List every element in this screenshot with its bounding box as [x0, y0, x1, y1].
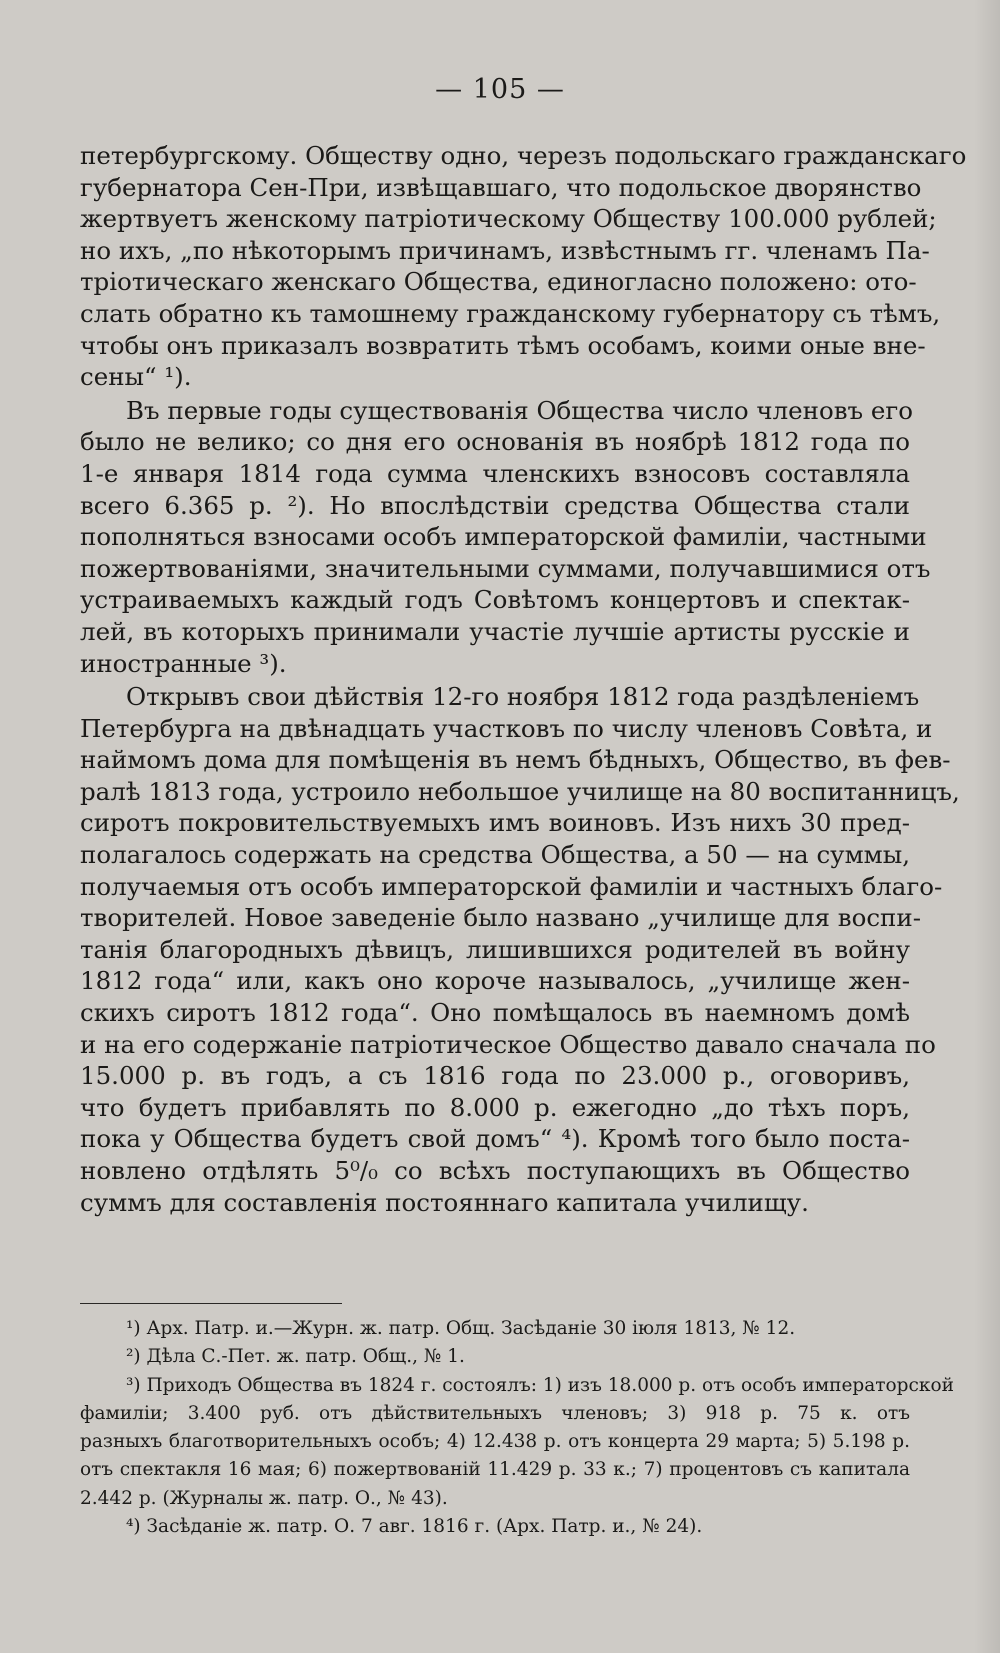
text-line: 15.000 р. въ годъ, а съ 1816 года по 23.000 р., оговоривъ,: [80, 1061, 910, 1091]
paragraph: [80, 395, 931, 679]
text-line: чтобы онъ приказалъ возвратить тѣмъ особамъ, коими оные вне-: [80, 330, 926, 360]
paragraph: [80, 681, 960, 1218]
footnote: ¹) Арх. Патр. и.—Журн. ж. патр. Общ. Засѣданіе 30 іюля 1813, № 12.: [126, 1318, 796, 1339]
footnote-line: разныхъ благотворительныхъ особъ; 4) 12.438 р. отъ концерта 29 марта; 5) 5.198 р.: [80, 1431, 910, 1453]
text-line: ралѣ 1813 года, устроило небольшое училище на 80 воспитанницъ,: [80, 776, 960, 806]
text-line: 1-е января 1814 года сумма членскихъ взносовъ составляла: [80, 458, 910, 488]
footnote-line: отъ спектакля 16 мая; 6) пожертвованій 11.429 р. 33 к.; 7) процентовъ съ капитала: [80, 1459, 910, 1481]
text-line: всего 6.365 р. ²). Но впослѣдствіи средства Общества стали: [80, 490, 910, 520]
text-line: лей, въ которыхъ принимали участіе лучшіе артисты русскіе и: [80, 616, 910, 646]
text-line: и на его содержаніе патріотическое Общество давало сначала по: [80, 1029, 936, 1059]
text-line: скихъ сиротъ 1812 года“. Оно помѣщалось въ наемномъ домѣ: [80, 998, 910, 1028]
footnote: ⁴) Засѣданіе ж. патр. О. 7 авг. 1816 г. (Арх. Патр. и., № 24).: [126, 1516, 703, 1538]
text-line: пополняться взносами особъ императорской фамиліи, частными: [80, 522, 927, 552]
text-line: иностранные ³).: [80, 648, 287, 678]
text-line: но ихъ, „по нѣкоторымъ причинамъ, извѣстнымъ гг. членамъ Па-: [80, 235, 930, 265]
footnotes: [80, 1315, 954, 1541]
page-edge-shadow: [974, 0, 1000, 1653]
main-text: [80, 140, 967, 1220]
page-number: — 105 —: [435, 74, 565, 105]
text-line: суммъ для составленія постояннаго капитала училищу.: [80, 1187, 809, 1217]
text-line: наймомъ дома для помѣщенія въ немъ бѣдныхъ, Общество, въ фев-: [80, 745, 951, 775]
text-line: губернатора Сен-При, извѣщавшаго, что подольское дворянство: [80, 172, 922, 202]
text-line: сиротъ покровительствуемыхъ имъ воиновъ. Изъ нихъ 30 пред-: [80, 808, 910, 838]
text-line: жертвуетъ женскому патріотическому Обществу 100.000 рублей;: [80, 204, 937, 234]
footnote-line: 2.442 р. (Журналы ж. патр. О., № 43).: [80, 1487, 448, 1509]
text-line: было не велико; со дня его основанія въ ноябрѣ 1812 года по: [80, 427, 910, 457]
text-line: творителей. Новое заведеніе было названо „училище для воспи-: [80, 903, 921, 933]
text-line: новлено отдѣлять 5⁰/₀ со всѣхъ поступающихъ въ Общество: [80, 1156, 910, 1185]
text-line: танія благородныхъ дѣвицъ, лишившихся родителей въ войну: [80, 934, 910, 964]
text-line: петербургскому. Обществу одно, черезъ подольскаго гражданскаго: [80, 141, 967, 170]
text-line: Въ первые годы существованія Общества число членовъ его: [126, 395, 913, 425]
text-line: сены“ ¹).: [80, 362, 192, 392]
text-line: Петербурга на двѣнадцать участковъ по числу членовъ Совѣта, и: [80, 713, 933, 743]
footnote: ²) Дѣла С.-Пет. ж. патр. Общ., № 1.: [126, 1346, 465, 1368]
paragraph: [80, 140, 967, 393]
text-line: устраиваемыхъ каждый годъ Совѣтомъ концертовъ и спектак-: [80, 585, 910, 615]
text-line: пока у Общества будетъ свой домъ“ ⁴). Кромѣ того было поста-: [80, 1124, 910, 1154]
text-line: Открывъ свои дѣйствія 12-го ноября 1812 года раздѣленіемъ: [126, 682, 920, 712]
text-line: получаемыя отъ особъ императорской фамиліи и частныхъ благо-: [80, 871, 943, 901]
text-line: пожертвованіями, значительными суммами, получавшимися отъ: [80, 553, 931, 583]
text-line: 1812 года“ или, какъ оно короче называлось, „училище жен-: [80, 966, 910, 996]
footnote: ³) Приходъ Общества въ 1824 г. состоялъ: 1) изъ 18.000 р. отъ особъ императорской: [126, 1374, 954, 1396]
footnote-line: фамиліи; 3.400 руб. отъ дѣйствительныхъ членовъ; 3) 918 р. 75 к. отъ: [80, 1402, 910, 1424]
text-line: полагалось содержать на средства Общества, а 50 — на суммы,: [80, 840, 910, 870]
text-line: что будетъ прибавлять по 8.000 р. ежегодно „до тѣхъ поръ,: [80, 1092, 910, 1122]
text-line: тріотическаго женскаго Общества, единогласно положено: ото-: [80, 267, 917, 297]
footnote-divider: [80, 1303, 342, 1304]
text-line: слать обратно къ тамошнему гражданскому губернатору съ тѣмъ,: [80, 298, 941, 328]
